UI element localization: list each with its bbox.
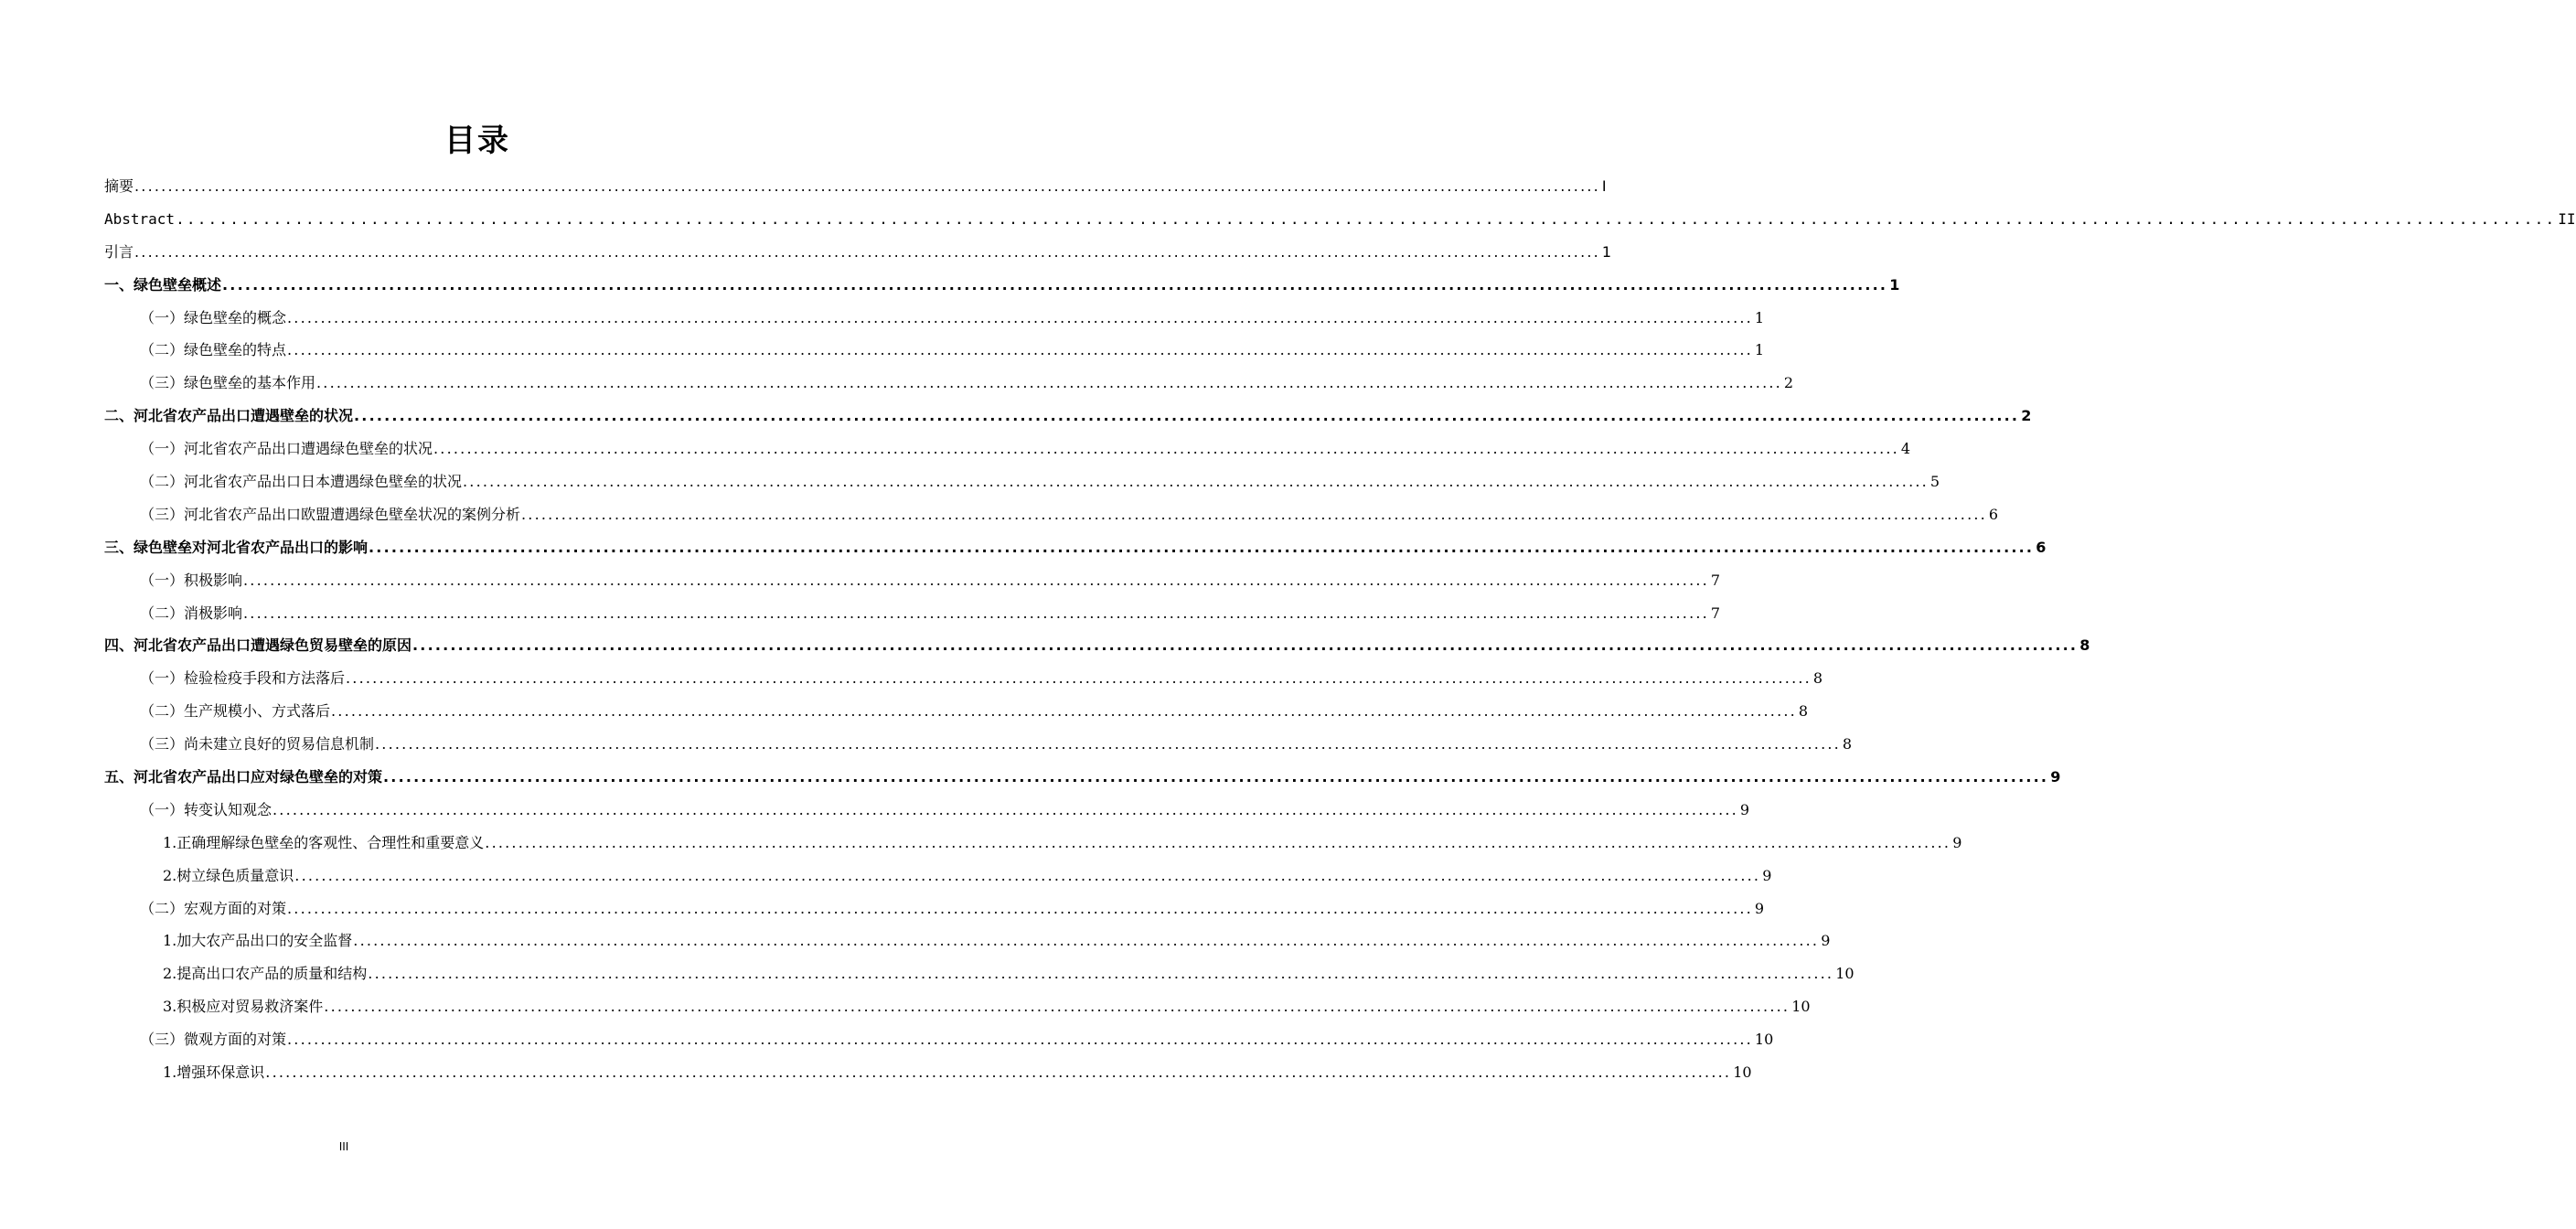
toc-entry-page-number: 8 <box>1798 702 1809 721</box>
toc-entry-page-number: 10 <box>1733 1063 1752 1082</box>
toc-title: 目录 <box>444 123 510 159</box>
toc-entry[interactable] <box>104 531 2047 564</box>
toc-entry[interactable] <box>104 662 1823 695</box>
toc-entry-label: （一）绿色壁垒的概念 <box>140 308 287 326</box>
toc-leader-dots: ............................................................................................................................................................................................................................ <box>433 440 1899 458</box>
toc-entry-page-number: 7 <box>1710 604 1721 622</box>
toc-entry-label: （二）宏观方面的对策 <box>140 899 287 917</box>
toc-entry-label: Abstract <box>104 209 176 228</box>
toc-entry[interactable] <box>104 794 1750 827</box>
toc-entry-label: （三）尚未建立良好的贸易信息机制 <box>140 735 375 753</box>
toc-entry[interactable] <box>104 433 1911 465</box>
toc-entry-page-number: 9 <box>1739 800 1750 818</box>
toc-entry[interactable] <box>104 564 1721 597</box>
toc-entry-label: （二）消极影响 <box>140 604 243 622</box>
toc-entry[interactable] <box>104 892 1765 925</box>
toc-entry[interactable] <box>104 597 1721 630</box>
toc-leader-dots: ............................................................................................................................................................................................................................ <box>324 998 1790 1016</box>
toc-entry-page-number: 8 <box>1812 669 1823 688</box>
toc-entry-label: 四、河北省农产品出口遭遇绿色贸易壁垒的原因 <box>104 636 412 655</box>
toc-entry-page-number: 7 <box>1710 571 1721 589</box>
toc-leader-dots: ............................................................................................................................................................................................................................ <box>412 636 2079 655</box>
toc-entry[interactable] <box>104 860 1772 892</box>
toc-entry-page-number: 9 <box>2050 768 2061 786</box>
toc-entry-page-number: 8 <box>2079 636 2090 655</box>
toc-leader-dots: ............................................................................................................................................................................................................................ <box>176 209 2557 228</box>
toc-entry-page-number: 9 <box>1821 932 1831 950</box>
toc-leader-dots: ............................................................................................................................................................................................................................ <box>243 604 1709 622</box>
toc-leader-dots: ............................................................................................................................................................................................................................ <box>134 242 1600 261</box>
toc-entry-page-number: 2 <box>2021 407 2032 425</box>
toc-entry[interactable] <box>104 761 2061 794</box>
toc-entry-page-number: 1 <box>1754 308 1765 326</box>
toc-leader-dots: ............................................................................................................................................................................................................................ <box>287 899 1753 917</box>
toc-entry-page-number: 2 <box>1783 374 1794 392</box>
toc-entry-label: 二、河北省农产品出口遭遇壁垒的状况 <box>104 407 354 425</box>
toc-entry[interactable] <box>104 236 1612 269</box>
toc-leader-dots: ............................................................................................................................................................................................................................ <box>287 308 1753 326</box>
toc-leader-dots: ............................................................................................................................................................................................................................ <box>346 669 1812 688</box>
toc-leader-dots: ............................................................................................................................................................................................................................ <box>287 341 1753 359</box>
toc-entry-label: 摘要 <box>104 177 134 195</box>
toc-entry-label: （一）检验检疫手段和方法落后 <box>140 669 346 688</box>
toc-leader-dots: ............................................................................................................................................................................................................................ <box>521 505 1987 523</box>
toc-leader-dots: ............................................................................................................................................................................................................................ <box>463 473 1929 491</box>
toc-entry[interactable] <box>104 498 1999 531</box>
toc-entry-label: （二）河北省农产品出口日本遭遇绿色壁垒的状况 <box>140 473 463 491</box>
toc-entry-label: （一）河北省农产品出口遭遇绿色壁垒的状况 <box>140 440 433 458</box>
toc-entry[interactable] <box>104 695 1809 728</box>
toc-entry-page-number: 9 <box>1952 833 1962 851</box>
toc-entry[interactable] <box>104 827 1962 860</box>
toc-entry-page-number: 9 <box>1754 899 1765 917</box>
toc-entry-label: 3.积极应对贸易救济案件 <box>163 998 324 1016</box>
toc-entry-page-number: I <box>1601 177 1607 195</box>
toc-entry-page-number: 1 <box>1754 341 1765 359</box>
toc-entry[interactable] <box>104 170 1607 203</box>
toc-leader-dots: ............................................................................................................................................................................................................................ <box>316 374 1782 392</box>
toc-leader-dots: ............................................................................................................................................................................................................................ <box>331 702 1797 721</box>
toc-leader-dots: ............................................................................................................................................................................................................................ <box>368 965 1834 983</box>
toc-entry-label: 五、河北省农产品出口应对绿色壁垒的对策 <box>104 768 383 786</box>
toc-entry[interactable] <box>104 334 1765 367</box>
toc-entry-page-number: II <box>2558 209 2576 228</box>
toc-entry[interactable] <box>104 990 1811 1023</box>
toc-entry-page-number: 5 <box>1929 473 1940 491</box>
toc-entry-label: （三）河北省农产品出口欧盟遭遇绿色壁垒状况的案例分析 <box>140 505 521 523</box>
toc-leader-dots: ............................................................................................................................................................................................................................ <box>265 1063 1732 1082</box>
toc-leader-dots: ............................................................................................................................................................................................................................ <box>294 866 1761 884</box>
toc-entry-label: （二）绿色壁垒的特点 <box>140 341 287 359</box>
toc-entry-label: 引言 <box>104 242 134 261</box>
toc-leader-dots: ............................................................................................................................................................................................................................ <box>273 800 1738 818</box>
toc-leader-dots: ............................................................................................................................................................................................................................ <box>485 833 1951 851</box>
toc-entry-page-number: 6 <box>2036 538 2047 556</box>
toc-entry-page-number: 4 <box>1900 440 1911 458</box>
toc-entry-page-number: 1 <box>1601 242 1612 261</box>
toc-entry-page-number: 10 <box>1791 998 1811 1016</box>
page-number-footer: III <box>338 1140 349 1153</box>
toc-entry[interactable] <box>104 465 1940 498</box>
toc-entry-label: （三）绿色壁垒的基本作用 <box>140 374 316 392</box>
toc-entry-label: 1.加大农产品出口的安全监督 <box>163 932 353 950</box>
toc-entry-page-number: 8 <box>1842 735 1853 753</box>
toc-entry-label: （一）转变认知观念 <box>140 800 273 818</box>
toc-entry-page-number: 6 <box>1988 505 1999 523</box>
toc-leader-dots: ............................................................................................................................................................................................................................ <box>243 571 1709 589</box>
toc-entry-page-number: 1 <box>1889 275 1900 294</box>
toc-entry[interactable] <box>104 1023 1774 1056</box>
toc-entry-label: 一、绿色壁垒概述 <box>104 275 222 294</box>
toc-leader-dots: ............................................................................................................................................................................................................................ <box>287 1031 1753 1049</box>
toc-leader-dots: ............................................................................................................................................................................................................................ <box>222 275 1888 294</box>
toc-entry-label: （三）微观方面的对策 <box>140 1031 287 1049</box>
toc-entry[interactable] <box>104 728 1853 761</box>
toc-entry-label: 1.正确理解绿色壁垒的客观性、合理性和重要意义 <box>163 833 485 851</box>
toc-entry[interactable] <box>104 203 2576 236</box>
toc-entry[interactable] <box>104 302 1765 335</box>
toc-leader-dots: ............................................................................................................................................................................................................................ <box>375 735 1841 753</box>
toc-entry[interactable] <box>104 629 2090 662</box>
toc-leader-dots: ............................................................................................................................................................................................................................ <box>353 932 1820 950</box>
toc-entry-label: 2.提高出口农产品的质量和结构 <box>163 965 368 983</box>
toc-entry-page-number: 10 <box>1754 1031 1774 1049</box>
toc-entry[interactable] <box>104 400 2032 433</box>
toc-entry-label: （二）生产规模小、方式落后 <box>140 702 331 721</box>
toc-entry[interactable] <box>104 1056 1752 1089</box>
toc-leader-dots: ............................................................................................................................................................................................................................ <box>369 538 2035 556</box>
toc-entry[interactable] <box>104 957 1855 990</box>
toc-entry-label: （一）积极影响 <box>140 571 243 589</box>
table-of-contents <box>104 170 2576 1089</box>
toc-entry-page-number: 9 <box>1762 866 1772 884</box>
toc-entry-page-number: 10 <box>1835 965 1855 983</box>
toc-entry[interactable] <box>104 367 1794 400</box>
toc-entry-label: 2.树立绿色质量意识 <box>163 866 294 884</box>
toc-leader-dots: ............................................................................................................................................................................................................................ <box>354 407 2020 425</box>
toc-entry[interactable] <box>104 924 1831 957</box>
toc-entry-label: 三、绿色壁垒对河北省农产品出口的影响 <box>104 538 369 556</box>
toc-leader-dots: ............................................................................................................................................................................................................................ <box>134 177 1600 195</box>
toc-entry[interactable] <box>104 269 1900 302</box>
toc-entry-label: 1.增强环保意识 <box>163 1063 265 1082</box>
toc-leader-dots: ............................................................................................................................................................................................................................ <box>383 768 2049 786</box>
